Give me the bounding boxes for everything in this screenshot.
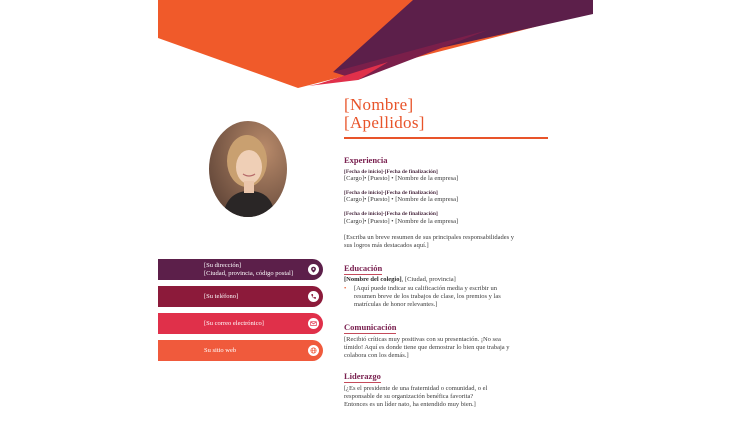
city-line: [Ciudad, provincia, código postal] xyxy=(204,269,293,277)
email-line: [Su correo electrónico] xyxy=(204,319,264,327)
experience-role: [Cargo]• [Puesto] • [Nombre de la empresa] xyxy=(344,175,459,182)
first-name: [Nombre] xyxy=(344,95,414,114)
education-detail-line: [Aquí puede indicar su calificación media y escribir un xyxy=(354,285,497,292)
education-detail-line: matrículas de honor relevantes.] xyxy=(354,301,438,308)
globe-icon xyxy=(308,345,319,356)
header-banner xyxy=(158,0,593,100)
school-line xyxy=(344,276,456,285)
experience-summary-line: sus logros más destacados aquí.] xyxy=(344,242,429,249)
experience-summary-line: [Escriba un breve resumen de sus principales responsabilidades y xyxy=(344,234,515,241)
contact-phone xyxy=(158,286,323,307)
contact-email xyxy=(158,313,323,334)
last-name: [Apellidos] xyxy=(344,113,425,132)
website-line: Su sitio web xyxy=(204,346,237,354)
section-title-educacion xyxy=(344,263,382,275)
communication-line: tímido! Aquí es donde tiene que demostrar lo bien que trabaja y xyxy=(344,344,510,351)
education-detail-line: resumen breve de los trabajos de clase, los premios y las xyxy=(354,293,501,300)
resume-page xyxy=(158,0,593,422)
section-underline xyxy=(344,382,381,383)
email-icon xyxy=(308,318,319,329)
contact-website xyxy=(158,340,323,361)
experience-dates: [Fecha de inicio]-[Fecha de finalización] xyxy=(344,211,438,217)
phone-icon xyxy=(308,291,319,302)
section-underline xyxy=(344,274,382,275)
profile-photo xyxy=(209,121,287,217)
address-line: [Su dirección] xyxy=(204,262,242,269)
school-name: [Nombre del colegio] xyxy=(344,276,402,283)
experience-dates: [Fecha de inicio]-[Fecha de finalización] xyxy=(344,169,438,175)
comunicacion-title: Comunicación xyxy=(344,322,397,332)
communication-line: colabora con los demás.] xyxy=(344,352,409,359)
leadership-line: [¿Es el presidente de una fraternidad o comunidad, o el xyxy=(344,385,488,392)
section-title-comunicacion xyxy=(344,322,396,334)
educacion-title: Educación xyxy=(344,263,383,273)
liderazgo-title: Liderazgo xyxy=(344,371,381,381)
contact-address xyxy=(158,259,323,280)
name-heading xyxy=(344,96,425,132)
phone-line: [Su teléfono] xyxy=(204,292,239,300)
section-underline xyxy=(344,333,396,334)
location-pin-icon xyxy=(308,264,319,275)
experiencia-title: Experiencia xyxy=(344,155,388,165)
leadership-line: responsable de su organización benéfica favorita? xyxy=(344,393,474,400)
experience-dates: [Fecha de inicio]-[Fecha de finalización] xyxy=(344,190,438,196)
school-location: , [Ciudad, provincia] xyxy=(401,276,456,283)
bullet-marker: • xyxy=(344,285,347,292)
leadership-line: Entonces es un líder nato, ha entendido muy bien.] xyxy=(344,401,476,408)
experience-role: [Cargo]• [Puesto] • [Nombre de la empresa] xyxy=(344,218,459,225)
section-title-experiencia xyxy=(344,155,387,165)
section-title-liderazgo xyxy=(344,371,381,383)
communication-line: [Recibió críticas muy positivas con su presentación. ¡No sea xyxy=(344,336,501,343)
experience-role: [Cargo]• [Puesto] • [Nombre de la empresa] xyxy=(344,196,459,203)
name-divider xyxy=(344,137,548,139)
